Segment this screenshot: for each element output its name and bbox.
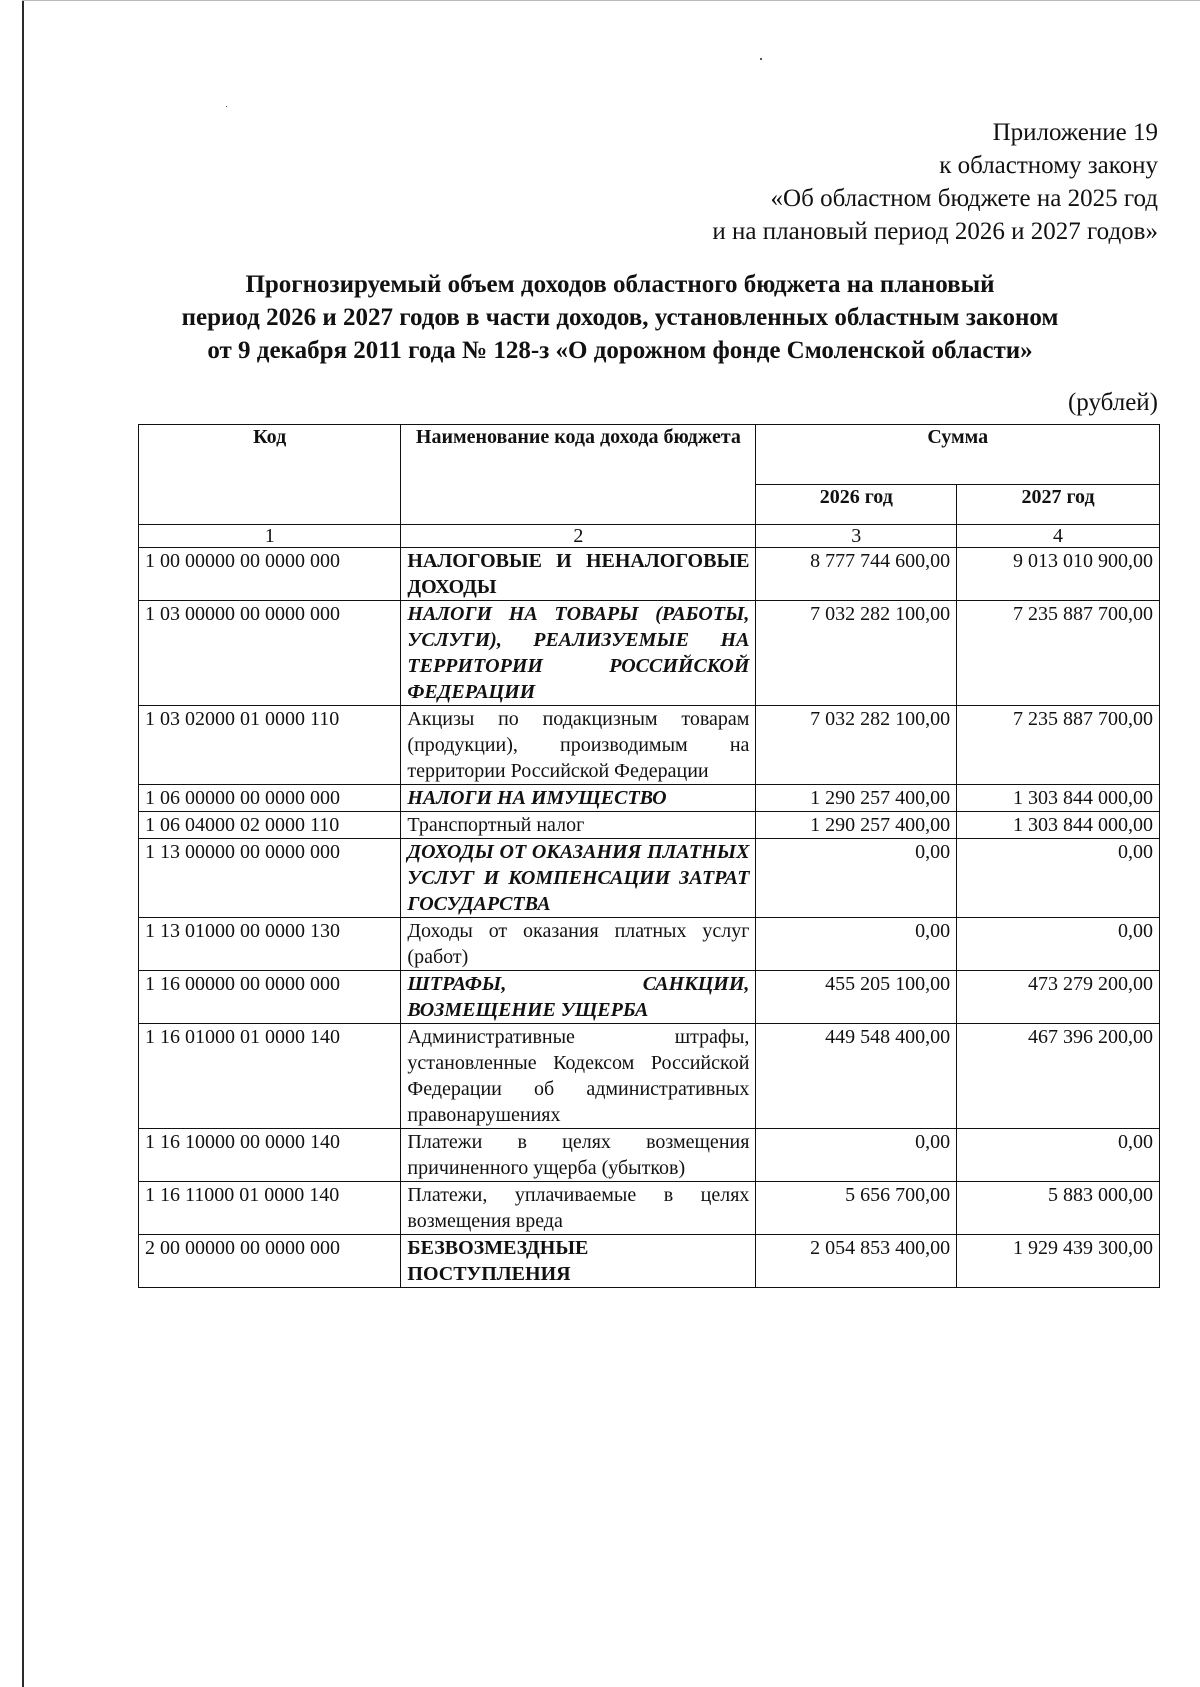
row-amount-2027: 7 235 887 700,00 [957, 601, 1160, 706]
row-amount-2026: 1 290 257 400,00 [756, 785, 957, 812]
row-code: 1 00 00000 00 0000 000 [139, 548, 401, 601]
row-name: ШТРАФЫ, САНКЦИИ, ВОЗМЕЩЕНИЕ УЩЕРБА [401, 971, 756, 1024]
row-amount-2026: 0,00 [756, 839, 957, 918]
row-code: 1 13 01000 00 0000 130 [139, 918, 401, 971]
table-row [139, 548, 1160, 601]
row-amount-2026: 455 205 100,00 [756, 971, 957, 1024]
table-row [139, 706, 1160, 785]
table-row [139, 1024, 1160, 1129]
row-name: БЕЗВОЗМЕЗДНЫЕ ПОСТУПЛЕНИЯ [401, 1235, 756, 1288]
document-title [120, 268, 1120, 367]
table-row [139, 839, 1160, 918]
row-code: 1 16 00000 00 0000 000 [139, 971, 401, 1024]
row-name: НАЛОГИ НА ТОВАРЫ (РАБОТЫ, УСЛУГИ), РЕАЛИЗУЕМЫЕ НА ТЕРРИТОРИИ РОССИЙСКОЙ ФЕДЕРАЦИИ [401, 601, 756, 706]
table-row [139, 971, 1160, 1024]
row-amount-2026: 1 290 257 400,00 [756, 812, 957, 839]
appendix-line: «Об областном бюджете на 2025 год [770, 185, 1158, 212]
title-line: Прогнозируемый объем доходов областного бюджета на плановый [245, 271, 995, 298]
column-number: 2 [401, 525, 756, 548]
appendix-reference [712, 116, 1158, 248]
units-label: (рублей) [1067, 389, 1158, 416]
row-name: НАЛОГИ НА ИМУЩЕСТВО [401, 785, 756, 812]
appendix-line: Приложение 19 [992, 119, 1158, 146]
header-code: Код [139, 425, 401, 525]
row-code: 1 06 00000 00 0000 000 [139, 785, 401, 812]
row-amount-2027: 1 303 844 000,00 [957, 785, 1160, 812]
row-code: 1 13 00000 00 0000 000 [139, 839, 401, 918]
appendix-line: к областному закону [939, 152, 1158, 179]
header-2027: 2027 год [957, 485, 1160, 525]
scan-speck [226, 106, 227, 107]
row-name: ДОХОДЫ ОТ ОКАЗАНИЯ ПЛАТНЫХ УСЛУГ И КОМПЕНСАЦИИ ЗАТРАТ ГОСУДАРСТВА [401, 839, 756, 918]
row-code: 1 16 10000 00 0000 140 [139, 1129, 401, 1182]
header-2026: 2026 год [756, 485, 957, 525]
row-amount-2026: 449 548 400,00 [756, 1024, 957, 1129]
table-row [139, 918, 1160, 971]
row-name: Доходы от оказания платных услуг (работ) [401, 918, 756, 971]
table-row [139, 785, 1160, 812]
row-amount-2026: 0,00 [756, 1129, 957, 1182]
row-code: 2 00 00000 00 0000 000 [139, 1235, 401, 1288]
scan-top-edge [22, 0, 1200, 1]
row-name: Административные штрафы, установленные Кодексом Российской Федерации об административных правонарушениях [401, 1024, 756, 1129]
column-number: 4 [957, 525, 1160, 548]
row-amount-2027: 0,00 [957, 918, 1160, 971]
column-number: 1 [139, 525, 401, 548]
row-amount-2027: 0,00 [957, 1129, 1160, 1182]
row-amount-2027: 1 929 439 300,00 [957, 1235, 1160, 1288]
row-amount-2026: 5 656 700,00 [756, 1182, 957, 1235]
row-code: 1 16 01000 01 0000 140 [139, 1024, 401, 1129]
row-amount-2027: 7 235 887 700,00 [957, 706, 1160, 785]
table-row [139, 812, 1160, 839]
table-row [139, 1182, 1160, 1235]
scan-edge-line [22, 0, 24, 1687]
row-amount-2027: 5 883 000,00 [957, 1182, 1160, 1235]
row-amount-2026: 8 777 744 600,00 [756, 548, 957, 601]
column-number: 3 [756, 525, 957, 548]
row-code: 1 16 11000 01 0000 140 [139, 1182, 401, 1235]
row-name: Акцизы по подакцизным товарам (продукции), производимым на территории Российской Федерации [401, 706, 756, 785]
row-amount-2026: 2 054 853 400,00 [756, 1235, 957, 1288]
row-code: 1 03 00000 00 0000 000 [139, 601, 401, 706]
header-sum: Сумма [756, 425, 1160, 485]
row-name: Платежи в целях возмещения причиненного ущерба (убытков) [401, 1129, 756, 1182]
table-row [139, 1129, 1160, 1182]
row-name: Транспортный налог [401, 812, 756, 839]
title-line: от 9 декабря 2011 года № 128-з «О дорожном фонде Смоленской области» [207, 337, 1033, 364]
row-name: НАЛОГОВЫЕ И НЕНАЛОГОВЫЕ ДОХОДЫ [401, 548, 756, 601]
scan-speck [760, 58, 762, 60]
row-amount-2027: 9 013 010 900,00 [957, 548, 1160, 601]
row-amount-2027: 467 396 200,00 [957, 1024, 1160, 1129]
row-amount-2026: 7 032 282 100,00 [756, 601, 957, 706]
row-code: 1 03 02000 01 0000 110 [139, 706, 401, 785]
appendix-line: и на плановый период 2026 и 2027 годов» [712, 218, 1158, 245]
row-name: Платежи, уплачиваемые в целях возмещения вреда [401, 1182, 756, 1235]
table-row [139, 1235, 1160, 1288]
row-code: 1 06 04000 02 0000 110 [139, 812, 401, 839]
row-amount-2026: 0,00 [756, 918, 957, 971]
row-amount-2027: 473 279 200,00 [957, 971, 1160, 1024]
row-amount-2027: 1 303 844 000,00 [957, 812, 1160, 839]
table-row [139, 601, 1160, 706]
title-line: период 2026 и 2027 годов в части доходов, установленных областным законом [181, 304, 1059, 331]
row-amount-2027: 0,00 [957, 839, 1160, 918]
row-amount-2026: 7 032 282 100,00 [756, 706, 957, 785]
header-name: Наименование кода дохода бюджета [401, 425, 756, 525]
revenue-table [138, 424, 1160, 1288]
